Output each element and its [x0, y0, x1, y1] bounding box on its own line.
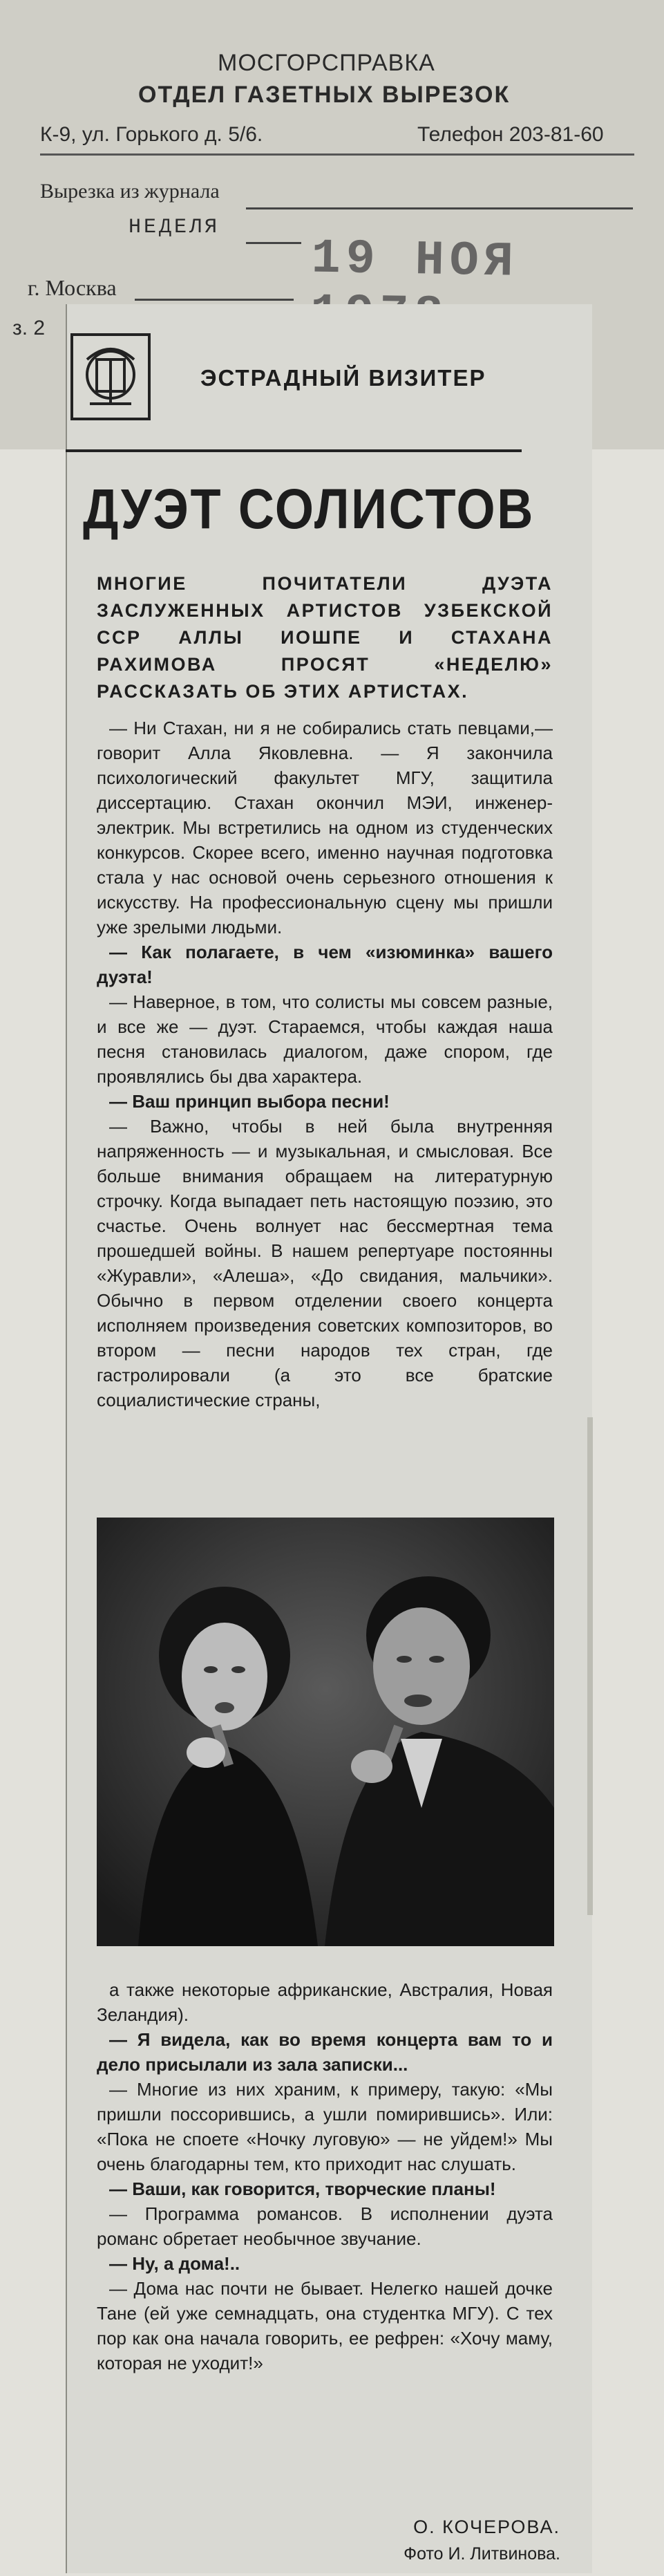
- city-label: г. Москва: [28, 275, 117, 300]
- order-number: з. 2: [12, 317, 46, 339]
- rubric-title: ЭСТРАДНЫЙ ВИЗИТЕР: [200, 365, 486, 391]
- source-name-underline: [246, 242, 301, 244]
- interview-answer: — Программа романсов. В исполнении дуэта романс обретает необычное звучание.: [97, 2203, 553, 2249]
- interview-question: — Ну, а дома!..: [109, 2253, 240, 2274]
- interview-question: — Я видела, как во время концерта вам то и дело присылали из зала записки...: [97, 2029, 553, 2075]
- interview-answer: — Важно, чтобы в ней была внутренняя напряженность — и музыкальная, и смысловая. Все больше внимания обращаем на литературную строчку. Когда выпадает петь настоящую поэзию, это счастье. Очень волнует нас бессмертная тема прошедшей войны. В нашем репертуаре постоянны «Журавли», «Алеша», «До свидания, мальчики». Обычно в первом отделении своего концерта исполняем произведения советских композиторов, во втором — песни народов тех стран, где гастролировали (а это все братские социалистические страны,: [97, 1116, 553, 1410]
- agency-name: МОСГОРСПРАВКА: [218, 50, 435, 76]
- interview-answer: — Ни Стахан, ни я не собирались стать певцами,— говорит Алла Яковлевна. — Я закончила психологический факультет МГУ, защитила диссертацию. Стахан окончил МЭИ, инженер-электрик. Мы встретились на одном из студенческих конкурсов. Скорее всего, именно научная подготовка стала у нас основой очень серьезного отношения к искусству. На профессиональную сцену мы пришли уже зрелыми людьми.: [97, 718, 553, 937]
- source-label: Вырезка из журнала: [40, 180, 220, 203]
- date-stamp: 19 НОЯ: [311, 232, 520, 290]
- interview-answer: — Дома нас почти не бывает. Нелегко нашей дочке Тане (ей уже семнадцать, она студентка МГУ). С тех пор как она начала говорить, ее рефрен: «Хочу маму, которая не уходит!»: [97, 2278, 553, 2373]
- city-underline: [135, 299, 294, 301]
- interview-question: — Как полагаете, в чем «изюминка» вашего дуэта!: [97, 942, 553, 987]
- source-label-underline: [246, 207, 633, 209]
- interview-answer: а также некоторые африканские, Австралия, Новая Зеландия).: [97, 1979, 553, 2025]
- interview-answer: — Наверное, в том, что солисты мы совсем разные, и все же — дуэт. Стараемся, чтобы каждая наша песня становилась диалогом, даже спором, где проявлялись бы два характера.: [97, 991, 553, 1087]
- author-signature: О. КОЧЕРОВА.: [413, 2517, 560, 2537]
- photo-credit: Фото И. Литвинова.: [404, 2544, 560, 2564]
- source-name: НЕДЕЛЯ: [129, 216, 220, 239]
- article-title: ДУЭТ СОЛИСТОВ: [83, 478, 535, 541]
- interview-answer: — Многие из них храним, к примеру, такую: «Мы пришли поссорившись, а ушли помирившись». Или: «Пока не споете «Ночку луговую» — не уйдем!» Мы очень благодарны тем, кто приходит нас слушать.: [97, 2079, 553, 2174]
- clipping-edge-shadow: [587, 1417, 593, 1915]
- interview-question: — Ваши, как говорится, творческие планы!: [109, 2178, 496, 2199]
- article-body-part-2: [97, 1977, 553, 2376]
- article-lead: МНОГИЕ ПОЧИТАТЕЛИ ДУЭТА ЗАСЛУЖЕННЫХ АРТИСТОВ УЗБЕКСКОЙ ССР АЛЛЫ ИОШПЕ И СТАХАНА РАХИМОВА ПРОСЯТ «НЕДЕЛЮ» РАССКАЗАТЬ ОБ ЭТИХ АРТИСТАХ.: [97, 573, 553, 702]
- interview-question: — Ваш принцип выбора песни!: [109, 1091, 390, 1112]
- department-name: ОТДЕЛ ГАЗЕТНЫХ ВЫРЕЗОК: [138, 82, 511, 108]
- header-divider: [40, 153, 634, 156]
- singers-image: [97, 1518, 554, 1946]
- rubric-header: [69, 332, 553, 436]
- article-body-part-1: [97, 716, 553, 1412]
- duet-photo: [97, 1518, 554, 1946]
- rubric-divider: [66, 449, 522, 452]
- theater-mask-logo-icon: [69, 332, 152, 422]
- agency-address: К-9, ул. Горького д. 5/6.: [40, 123, 263, 146]
- agency-phone: Телефон 203-81-60: [417, 123, 604, 146]
